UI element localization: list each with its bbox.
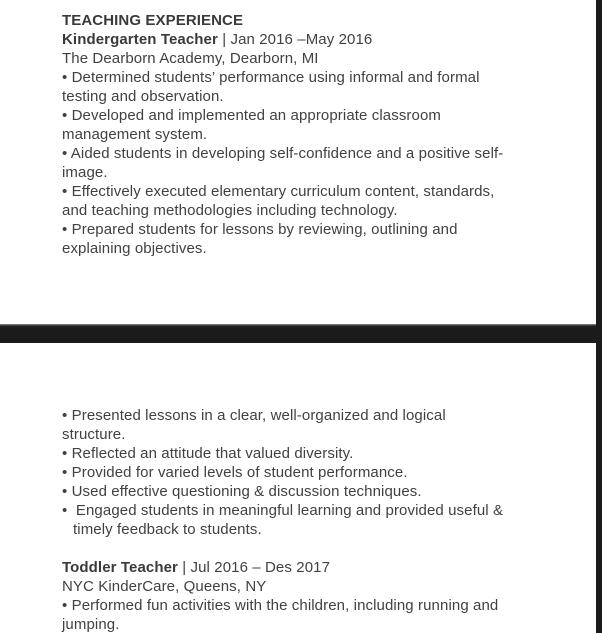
job-title: Kindergarten Teacher [62, 31, 218, 48]
resume-page-2 [0, 343, 596, 633]
bullet-continuation-line: jumping. [62, 616, 120, 633]
bullet-line: • Effectively executed elementary curriculum content, standards, [62, 183, 495, 200]
page-2-text-block [62, 406, 503, 633]
page-1-text-block [62, 11, 503, 258]
bullet-line: • Presented lessons in a clear, well-organized and logical [62, 407, 446, 424]
right-edge-bar [596, 0, 602, 633]
blank-line [62, 539, 503, 558]
job-dates: | Jul 2016 – Des 2017 [177, 559, 331, 576]
bullet-continuation-line: testing and observation. [62, 88, 224, 105]
job-dates: | Jan 2016 –May 2016 [217, 31, 373, 48]
employer-line: The Dearborn Academy, Dearborn, MI [62, 50, 319, 67]
bullet-line: • Prepared students for lessons by reviewing, outlining and [62, 221, 458, 238]
job-title: Toddler Teacher [62, 559, 178, 576]
bullet-continuation-line: timely feedback to students. [73, 521, 262, 538]
bullet-line: • Engaged students in meaningful learning and provided useful & [62, 502, 504, 519]
page-break-divider [0, 324, 602, 343]
bullet-continuation-line: structure. [62, 426, 126, 443]
bullet-line: • Determined students’ performance using informal and formal [62, 69, 480, 86]
bullet-continuation-line: and teaching methodologies including technology. [62, 202, 398, 219]
bullet-line: • Reflected an attitude that valued diversity. [62, 445, 354, 462]
bullet-continuation-line: explaining objectives. [62, 240, 207, 257]
section-heading: TEACHING EXPERIENCE [62, 12, 244, 29]
bullet-continuation-line: image. [62, 164, 108, 181]
job-title-line [62, 558, 503, 577]
employer-line: NYC KinderCare, Queens, NY [62, 578, 267, 595]
bullet-line: • Aided students in developing self-confidence and a positive self- [62, 145, 504, 162]
bullet-line: • Used effective questioning & discussion techniques. [62, 483, 422, 500]
bullet-continuation-line: management system. [62, 126, 208, 143]
bullet-line: • Developed and implemented an appropriate classroom [62, 107, 441, 124]
bullet-line: • Performed fun activities with the children, including running and [62, 597, 499, 614]
bullet-line: • Provided for varied levels of student performance. [62, 464, 408, 481]
job-title-line [62, 30, 503, 49]
